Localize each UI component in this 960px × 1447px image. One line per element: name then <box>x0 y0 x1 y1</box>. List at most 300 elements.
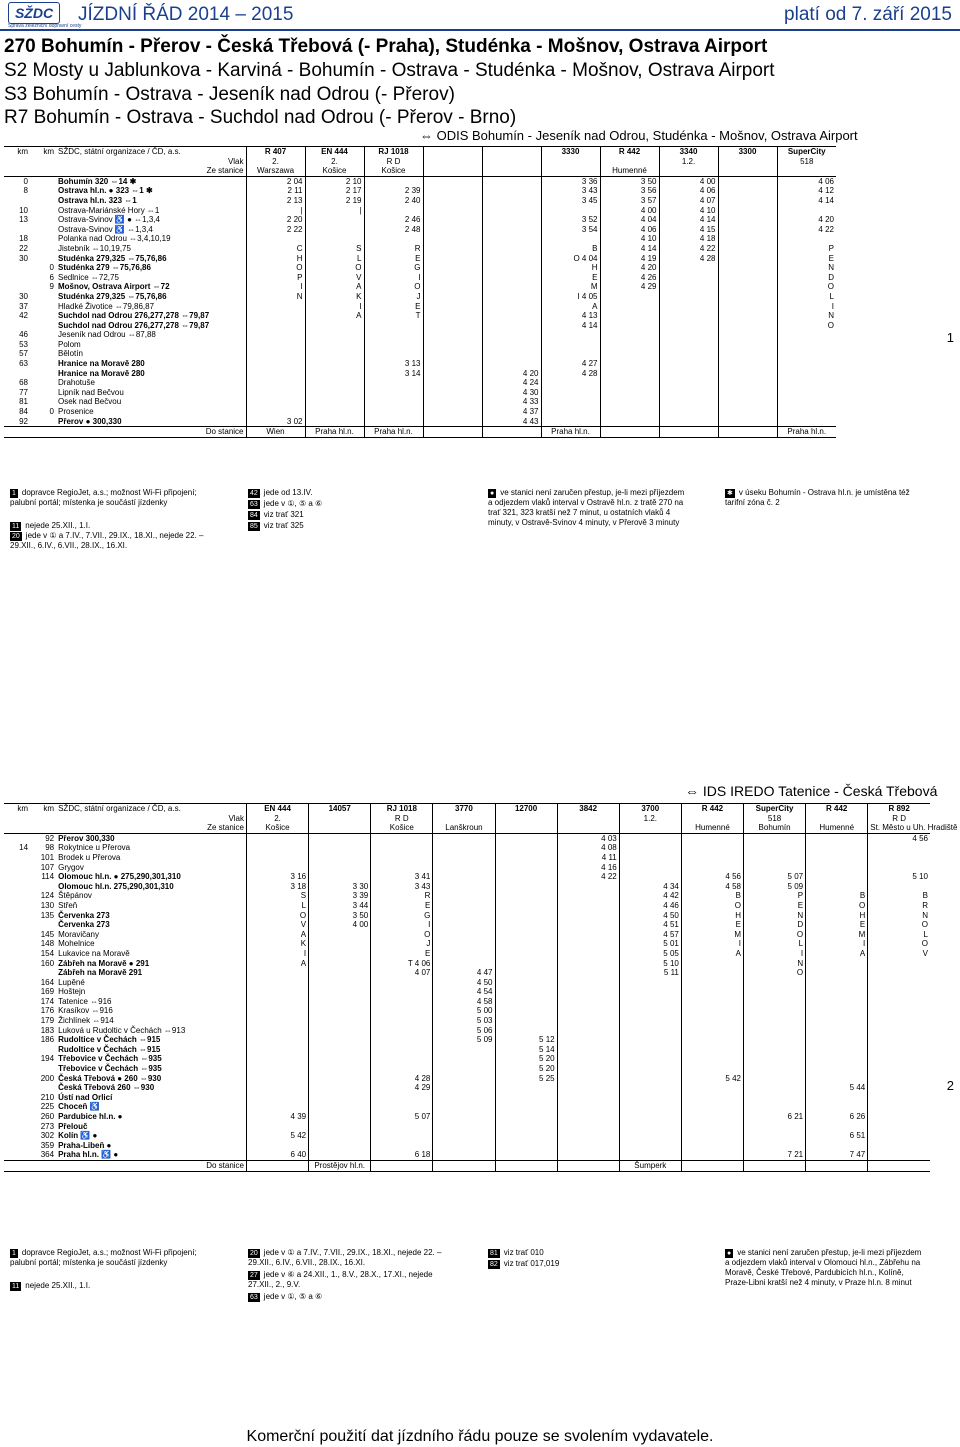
time-cell: 4 20 <box>482 369 541 379</box>
time-cell <box>806 872 868 882</box>
spacer <box>30 823 56 833</box>
table-row <box>4 978 930 988</box>
time-cell <box>495 1141 557 1151</box>
time-cell <box>246 378 305 388</box>
time-cell <box>744 1141 806 1151</box>
time-cell <box>600 330 659 340</box>
station-name: Hranice na Moravě 280 <box>58 359 145 369</box>
time-cell <box>482 282 541 292</box>
train-number <box>423 147 482 157</box>
km-value <box>30 1045 56 1055</box>
time-cell <box>433 901 495 911</box>
time-cell <box>247 1026 309 1036</box>
footnote-text: jede v ①, ⑤ a ⑥ <box>263 1292 323 1301</box>
footnote-text: ve stanici není zaručen přestup, je-li mezi příjezdem a odjezdem vlaků interval v Olomouci hl.n., Zábřehu na Moravě, České Třebové, Pardubicích hl.n., Kolíně, Praze-Libni kratší než 4 minuty, v Praze hl.n. 8 minut <box>725 1248 922 1287</box>
time-cell: N <box>777 311 836 321</box>
time-cell <box>371 997 433 1007</box>
time-cell: 6 21 <box>744 1112 806 1122</box>
time-cell <box>659 282 718 292</box>
time-cell: 3 02 <box>246 417 305 427</box>
time-cell: 2 11 <box>246 186 305 196</box>
footnote-mark: ● <box>490 490 495 497</box>
time-cell <box>364 330 423 340</box>
time-cell: 4 50 <box>433 978 495 988</box>
time-cell <box>681 1131 743 1141</box>
time-cell: 2 10 <box>305 176 364 186</box>
time-cell <box>744 1064 806 1074</box>
time-cell <box>247 1093 309 1103</box>
table-header-row <box>4 804 930 814</box>
time-cell <box>495 930 557 940</box>
footnote <box>10 521 210 531</box>
time-cell <box>718 234 777 244</box>
km-value: 176 <box>40 1006 55 1016</box>
time-cell <box>423 302 482 312</box>
time-cell <box>433 1102 495 1112</box>
time-cell <box>433 1112 495 1122</box>
time-cell <box>777 206 836 216</box>
time-cell: 4 12 <box>777 186 836 196</box>
time-cell <box>806 1141 868 1151</box>
time-cell <box>659 292 718 302</box>
time-cell <box>541 206 600 216</box>
time-cell <box>371 1006 433 1016</box>
time-cell <box>482 186 541 196</box>
time-cell <box>423 292 482 302</box>
time-cell <box>495 872 557 882</box>
km-value <box>30 388 56 398</box>
time-cell <box>305 340 364 350</box>
from-station: St. Město u Uh. Hradiště <box>868 823 930 833</box>
time-cell: E <box>371 901 433 911</box>
time-cell: H <box>541 263 600 273</box>
time-cell <box>309 1122 371 1132</box>
time-cell <box>619 1102 681 1112</box>
time-cell <box>744 1045 806 1055</box>
time-cell <box>659 359 718 369</box>
time-cell <box>495 882 557 892</box>
time-cell <box>482 349 541 359</box>
time-cell <box>247 1045 309 1055</box>
time-cell <box>659 273 718 283</box>
time-cell <box>541 417 600 427</box>
time-cell <box>482 302 541 312</box>
time-cell <box>495 1006 557 1016</box>
time-cell <box>495 949 557 959</box>
time-cell <box>600 292 659 302</box>
time-cell: P <box>246 273 305 283</box>
km-value: 10 <box>19 205 28 215</box>
table-row <box>4 1064 930 1074</box>
time-cell <box>247 1074 309 1084</box>
km-value <box>4 901 30 911</box>
time-cell: I <box>777 302 836 312</box>
station-name: Žichlínek ⇔914 <box>58 1016 114 1026</box>
time-cell <box>557 891 619 901</box>
time-cell <box>541 340 600 350</box>
time-cell <box>371 1045 433 1055</box>
footnote-mark: ● <box>727 1250 732 1257</box>
time-cell <box>868 968 930 978</box>
time-cell: 2 48 <box>364 225 423 235</box>
km-value: 84 <box>19 407 28 417</box>
time-cell <box>495 968 557 978</box>
km-value <box>4 891 30 901</box>
time-cell <box>868 959 930 969</box>
footnote-mark: 1 <box>12 490 16 497</box>
time-cell <box>557 1016 619 1026</box>
time-cell <box>364 397 423 407</box>
time-cell <box>868 882 930 892</box>
time-cell: G <box>364 263 423 273</box>
station-name: Hoštejn <box>58 987 86 997</box>
time-cell <box>681 1045 743 1055</box>
time-cell <box>433 1074 495 1084</box>
time-cell: | <box>305 206 364 216</box>
time-cell: 5 42 <box>681 1074 743 1084</box>
time-cell <box>423 176 482 186</box>
time-cell: 2 40 <box>364 196 423 206</box>
time-cell <box>309 1006 371 1016</box>
km-value: 92 <box>45 833 55 843</box>
time-cell: O <box>364 282 423 292</box>
time-cell <box>247 987 309 997</box>
time-cell <box>868 987 930 997</box>
km-value: 260 <box>40 1112 55 1121</box>
time-cell <box>777 359 836 369</box>
time-cell: 5 11 <box>619 968 681 978</box>
time-cell: 4 29 <box>600 282 659 292</box>
km-value: 359 <box>40 1140 55 1150</box>
time-cell <box>718 263 777 273</box>
time-cell: P <box>744 891 806 901</box>
time-cell: O <box>681 901 743 911</box>
km-value: 14 <box>19 843 29 853</box>
km-value <box>4 1054 30 1064</box>
time-cell: O <box>868 939 930 949</box>
footnote <box>248 488 448 498</box>
time-cell: T <box>364 311 423 321</box>
time-cell <box>777 349 836 359</box>
time-cell: N <box>744 959 806 969</box>
km-value: 68 <box>19 378 28 388</box>
km-value <box>30 920 56 930</box>
time-cell <box>777 397 836 407</box>
from-station: Warszawa <box>246 166 305 176</box>
to-station <box>600 427 659 438</box>
table-row <box>4 196 836 206</box>
time-cell: S <box>247 891 309 901</box>
time-cell <box>371 863 433 873</box>
time-cell: P <box>777 244 836 254</box>
time-cell <box>718 330 777 340</box>
km-label: km <box>17 147 28 156</box>
table-row <box>4 1131 930 1141</box>
station-name: Prosenice <box>58 407 94 417</box>
from-station: Košice <box>371 823 433 833</box>
station-name: Polom <box>58 339 81 349</box>
km-value <box>4 1131 30 1141</box>
time-cell: O <box>868 920 930 930</box>
time-cell <box>423 340 482 350</box>
time-cell: E <box>777 254 836 264</box>
km-value <box>4 939 30 949</box>
spacer <box>30 814 56 824</box>
station-name: Zábřeh na Moravě ● 291 <box>58 958 150 968</box>
km-value <box>30 244 56 254</box>
footnote-mark: 81 <box>490 1250 498 1257</box>
page-header <box>0 0 960 30</box>
km-value: 92 <box>19 416 28 426</box>
time-cell: 3 36 <box>541 176 600 186</box>
km-value: 186 <box>40 1035 55 1045</box>
time-cell <box>541 407 600 417</box>
km-value <box>4 930 30 940</box>
km-value: 46 <box>19 330 28 340</box>
logo-subtitle: Správa železniční dopravní cesty <box>8 23 82 29</box>
time-cell <box>681 959 743 969</box>
km-value <box>30 196 56 206</box>
time-cell <box>309 1026 371 1036</box>
time-cell <box>744 997 806 1007</box>
time-cell: 5 05 <box>619 949 681 959</box>
time-cell <box>619 1054 681 1064</box>
time-cell <box>482 321 541 331</box>
time-cell: O <box>806 901 868 911</box>
time-cell: 5 06 <box>433 1026 495 1036</box>
time-cell: 3 14 <box>364 369 423 379</box>
time-cell: 3 18 <box>247 882 309 892</box>
validity-date: platí od 7. září 2015 <box>784 4 952 25</box>
table-row <box>4 349 836 359</box>
train-number: R 407 <box>246 147 305 157</box>
time-cell <box>482 311 541 321</box>
time-cell <box>744 1093 806 1103</box>
km-value <box>30 302 56 312</box>
station-name: Ústí nad Orlicí <box>58 1092 113 1102</box>
time-cell <box>364 388 423 398</box>
km-value <box>4 1083 30 1093</box>
time-cell: 4 30 <box>482 388 541 398</box>
station-name: Olomouc hl.n. ● 275,290,301,310 <box>58 872 181 882</box>
time-cell <box>681 853 743 863</box>
km-value: 154 <box>40 948 55 958</box>
time-cell <box>744 1083 806 1093</box>
table-row <box>4 225 836 235</box>
table-row <box>4 215 836 225</box>
time-cell: 4 19 <box>600 254 659 264</box>
station-name: Červenka 273 <box>58 910 110 920</box>
footnote-mark: 85 <box>250 523 258 530</box>
time-cell: A <box>247 959 309 969</box>
time-cell <box>777 340 836 350</box>
time-cell: M <box>806 930 868 940</box>
time-cell: 4 26 <box>600 273 659 283</box>
route-line <box>4 36 767 58</box>
time-cell <box>619 1083 681 1093</box>
station-name: Mošnov, Ostrava Airport ⇔72 <box>58 282 170 292</box>
time-cell <box>619 1045 681 1055</box>
footnote-mark: 42 <box>250 490 258 497</box>
time-cell <box>541 378 600 388</box>
km-value <box>4 1141 30 1151</box>
time-cell <box>482 254 541 264</box>
time-cell <box>423 330 482 340</box>
time-cell <box>557 1131 619 1141</box>
time-cell: G <box>371 911 433 921</box>
to-station: Prostějov hl.n. <box>309 1160 371 1171</box>
footnote <box>248 521 448 531</box>
time-cell <box>433 1054 495 1064</box>
time-cell <box>305 225 364 235</box>
time-cell <box>659 330 718 340</box>
time-cell <box>482 292 541 302</box>
time-cell <box>305 397 364 407</box>
time-cell <box>364 234 423 244</box>
time-cell <box>619 863 681 873</box>
time-cell: 4 00 <box>309 920 371 930</box>
km-value: 30 <box>19 291 28 301</box>
time-cell: L <box>744 939 806 949</box>
from-station: Lanškroun <box>433 823 495 833</box>
train-class: 518 <box>777 157 836 167</box>
station-name: Drahotuše <box>58 378 95 388</box>
time-cell <box>423 215 482 225</box>
table-row <box>4 843 930 853</box>
time-cell: 3 54 <box>541 225 600 235</box>
time-cell <box>718 349 777 359</box>
time-cell <box>247 1102 309 1112</box>
km-value <box>4 968 30 978</box>
time-cell: I <box>744 949 806 959</box>
time-cell: E <box>364 254 423 264</box>
footnote-text: jede v ①, ⑤ a ⑥ <box>263 499 323 508</box>
train-number: 12700 <box>495 804 557 814</box>
table-row <box>4 959 930 969</box>
km-value <box>30 397 56 407</box>
time-cell: L <box>777 292 836 302</box>
time-cell <box>246 302 305 312</box>
time-cell: 4 08 <box>557 843 619 853</box>
train-class <box>541 157 600 167</box>
time-cell <box>718 388 777 398</box>
table-row <box>4 1074 930 1084</box>
time-cell <box>371 1054 433 1064</box>
time-cell <box>246 369 305 379</box>
time-cell <box>433 1141 495 1151</box>
time-cell: A <box>305 282 364 292</box>
time-cell <box>806 1016 868 1026</box>
to-station <box>681 1160 743 1171</box>
km-value: 18 <box>19 234 28 244</box>
time-cell: 6 18 <box>371 1150 433 1160</box>
time-cell <box>600 388 659 398</box>
time-cell: O <box>246 263 305 273</box>
vlak-label: Vlak <box>228 813 244 823</box>
time-cell: M <box>541 282 600 292</box>
table-row <box>4 340 836 350</box>
train-class: R D <box>364 157 423 167</box>
table-row <box>4 997 930 1007</box>
time-cell: 5 03 <box>433 1016 495 1026</box>
time-cell <box>619 1035 681 1045</box>
station-name: Lukavice na Moravě <box>58 948 130 958</box>
time-cell <box>247 1035 309 1045</box>
time-cell <box>557 1026 619 1036</box>
train-number <box>482 147 541 157</box>
time-cell <box>868 1016 930 1026</box>
route-line-number: R7 <box>4 107 29 128</box>
time-cell <box>309 1112 371 1122</box>
from-station <box>777 166 836 176</box>
time-cell <box>309 833 371 843</box>
time-cell: I <box>681 939 743 949</box>
time-cell <box>364 176 423 186</box>
time-cell <box>246 388 305 398</box>
time-cell <box>619 978 681 988</box>
time-cell <box>495 920 557 930</box>
time-cell <box>806 1035 868 1045</box>
station-name: Bělotín <box>58 349 83 359</box>
km-value: 148 <box>40 939 55 949</box>
time-cell <box>433 1045 495 1055</box>
time-cell <box>309 930 371 940</box>
time-cell <box>681 968 743 978</box>
from-station <box>619 823 681 833</box>
time-cell: H <box>681 911 743 921</box>
time-cell <box>681 997 743 1007</box>
table-row <box>4 872 930 882</box>
station-name: Moravičany <box>58 929 99 939</box>
km-value <box>30 311 56 321</box>
time-cell <box>868 1045 930 1055</box>
time-cell: J <box>371 939 433 949</box>
train-number: SuperCity <box>744 804 806 814</box>
time-cell <box>305 321 364 331</box>
km-value <box>4 1122 30 1132</box>
time-cell: L <box>247 901 309 911</box>
time-cell: 4 11 <box>557 853 619 863</box>
time-cell <box>495 959 557 969</box>
route-line <box>4 107 516 129</box>
km-value: 30 <box>19 253 28 263</box>
footnote <box>725 488 925 508</box>
time-cell <box>659 378 718 388</box>
time-cell: I <box>364 273 423 283</box>
time-cell <box>806 1102 868 1112</box>
time-cell <box>423 282 482 292</box>
km-value: 37 <box>19 301 28 311</box>
time-cell <box>659 369 718 379</box>
time-cell: D <box>744 920 806 930</box>
time-cell <box>718 321 777 331</box>
to-row <box>4 1160 930 1171</box>
km-value: 183 <box>40 1025 55 1035</box>
to-label: Do stanice <box>206 1160 244 1170</box>
time-cell <box>482 359 541 369</box>
time-cell <box>433 949 495 959</box>
table-row <box>4 891 930 901</box>
time-cell <box>806 853 868 863</box>
footnote-text: viz trať 010 <box>503 1248 544 1257</box>
time-cell <box>718 254 777 264</box>
time-cell <box>718 340 777 350</box>
table-row <box>4 863 930 873</box>
time-cell <box>806 833 868 843</box>
time-cell <box>433 1083 495 1093</box>
time-cell: 2 20 <box>246 215 305 225</box>
table-row <box>4 263 836 273</box>
